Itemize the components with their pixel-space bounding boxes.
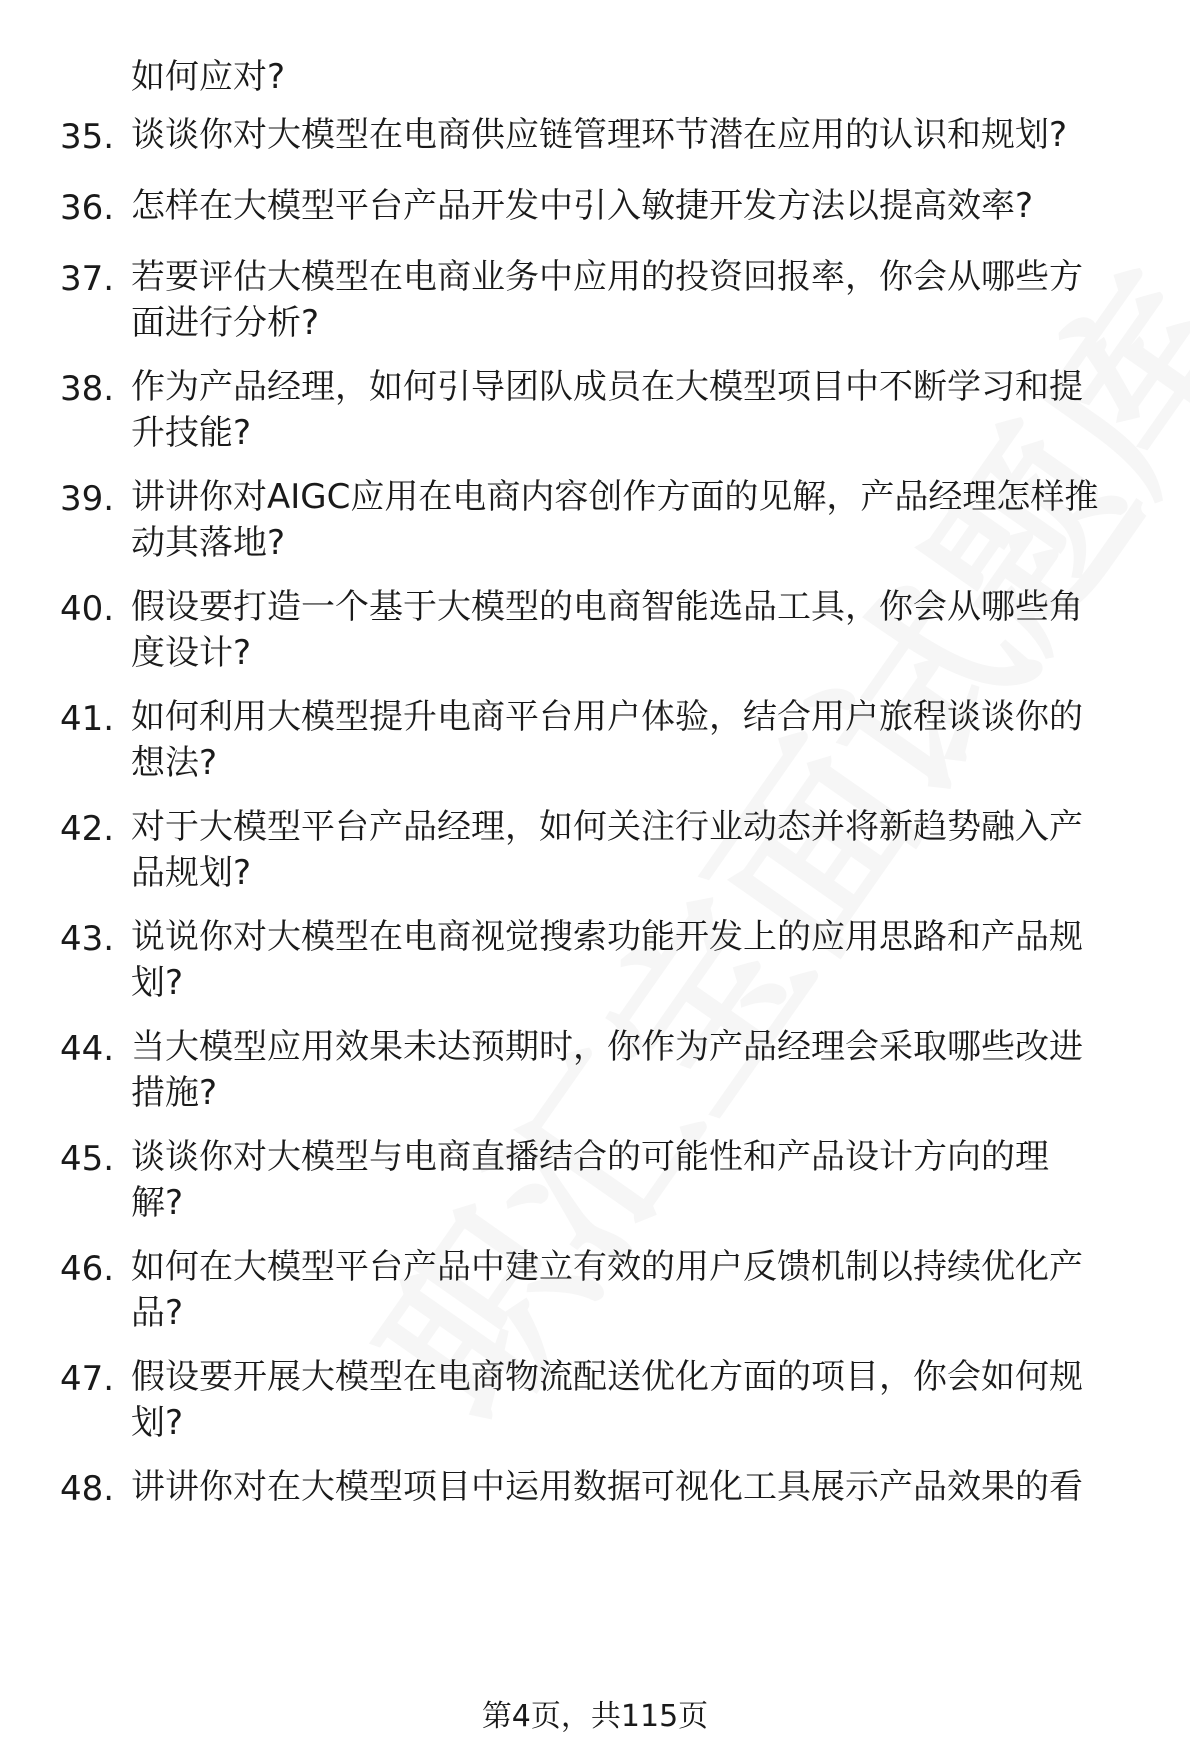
- question-text: [131, 584, 1171, 676]
- question-number: 44.: [60, 1029, 115, 1069]
- question-number: 39.: [60, 479, 115, 519]
- question-number: 37.: [60, 259, 115, 299]
- question-text-line: 谈谈你对大模型与电商直播结合的可能性和产品设计方向的理: [131, 1137, 1049, 1177]
- question-number: 36.: [60, 188, 115, 228]
- question-text-line: 谈谈你对大模型在电商供应链管理环节潜在应用的认识和规划?: [131, 115, 1068, 155]
- question-text: [131, 1244, 1171, 1336]
- question-number: 48.: [60, 1469, 115, 1509]
- continued-question-text: 如何应对?: [131, 57, 286, 97]
- question-text-line: 说说你对大模型在电商视觉搜索功能开发上的应用思路和产品规: [131, 917, 1083, 957]
- question-text-line: 想法?: [131, 743, 218, 783]
- question-text: [131, 914, 1171, 1006]
- question-number: 42.: [60, 809, 115, 849]
- question-number: 41.: [60, 699, 115, 739]
- question-text-line: 划?: [131, 963, 184, 1003]
- question-text-line: 若要评估大模型在电商业务中应用的投资回报率，你会从哪些方: [131, 257, 1083, 297]
- question-text: [131, 804, 1171, 896]
- question-number: 35.: [60, 117, 115, 157]
- question-text: [131, 364, 1171, 456]
- question-text-line: 升技能?: [131, 413, 252, 453]
- question-text: [131, 183, 1171, 229]
- question-text: [131, 474, 1171, 566]
- question-text-line: 如何在大模型平台产品中建立有效的用户反馈机制以持续优化产: [131, 1247, 1083, 1287]
- question-text: [131, 112, 1171, 158]
- question-text-line: 讲讲你对AIGC应用在电商内容创作方面的见解，产品经理怎样推: [131, 477, 1099, 517]
- question-number: 46.: [60, 1249, 115, 1289]
- question-text-line: 作为产品经理，如何引导团队成员在大模型项目中不断学习和提: [131, 367, 1083, 407]
- question-text-line: 解?: [131, 1183, 184, 1223]
- question-text-line: 度设计?: [131, 633, 252, 673]
- question-text-line: 品?: [131, 1293, 184, 1333]
- page-footer: 第4页，共115页: [481, 1699, 709, 1734]
- question-text-line: 讲讲你对在大模型项目中运用数据可视化工具展示产品效果的看: [131, 1467, 1083, 1507]
- question-text-line: 对于大模型平台产品经理，如何关注行业动态并将新趋势融入产: [131, 807, 1083, 847]
- question-text: [131, 254, 1171, 346]
- question-text-line: 如何利用大模型提升电商平台用户体验，结合用户旅程谈谈你的: [131, 697, 1083, 737]
- question-number: 40.: [60, 589, 115, 629]
- question-text-line: 怎样在大模型平台产品开发中引入敏捷开发方法以提高效率?: [131, 186, 1034, 226]
- question-text-line: 划?: [131, 1403, 184, 1443]
- question-text-line: 品规划?: [131, 853, 252, 893]
- question-number: 45.: [60, 1139, 115, 1179]
- question-text-line: 措施?: [131, 1073, 218, 1113]
- question-text: [131, 1464, 1171, 1510]
- question-text-line: 假设要开展大模型在电商物流配送优化方面的项目，你会如何规: [131, 1357, 1083, 1397]
- question-text: [131, 1024, 1171, 1116]
- question-text: [131, 694, 1171, 786]
- question-text-line: 动其落地?: [131, 523, 286, 563]
- question-number: 43.: [60, 919, 115, 959]
- question-text-line: 当大模型应用效果未达预期时，你作为产品经理会采取哪些改进: [131, 1027, 1083, 1067]
- question-text: [131, 1134, 1171, 1226]
- question-text: [131, 1354, 1171, 1446]
- question-number: 47.: [60, 1359, 115, 1399]
- question-number: 38.: [60, 369, 115, 409]
- question-text-line: 面进行分析?: [131, 303, 320, 343]
- question-text-line: 假设要打造一个基于大模型的电商智能选品工具，你会从哪些角: [131, 587, 1083, 627]
